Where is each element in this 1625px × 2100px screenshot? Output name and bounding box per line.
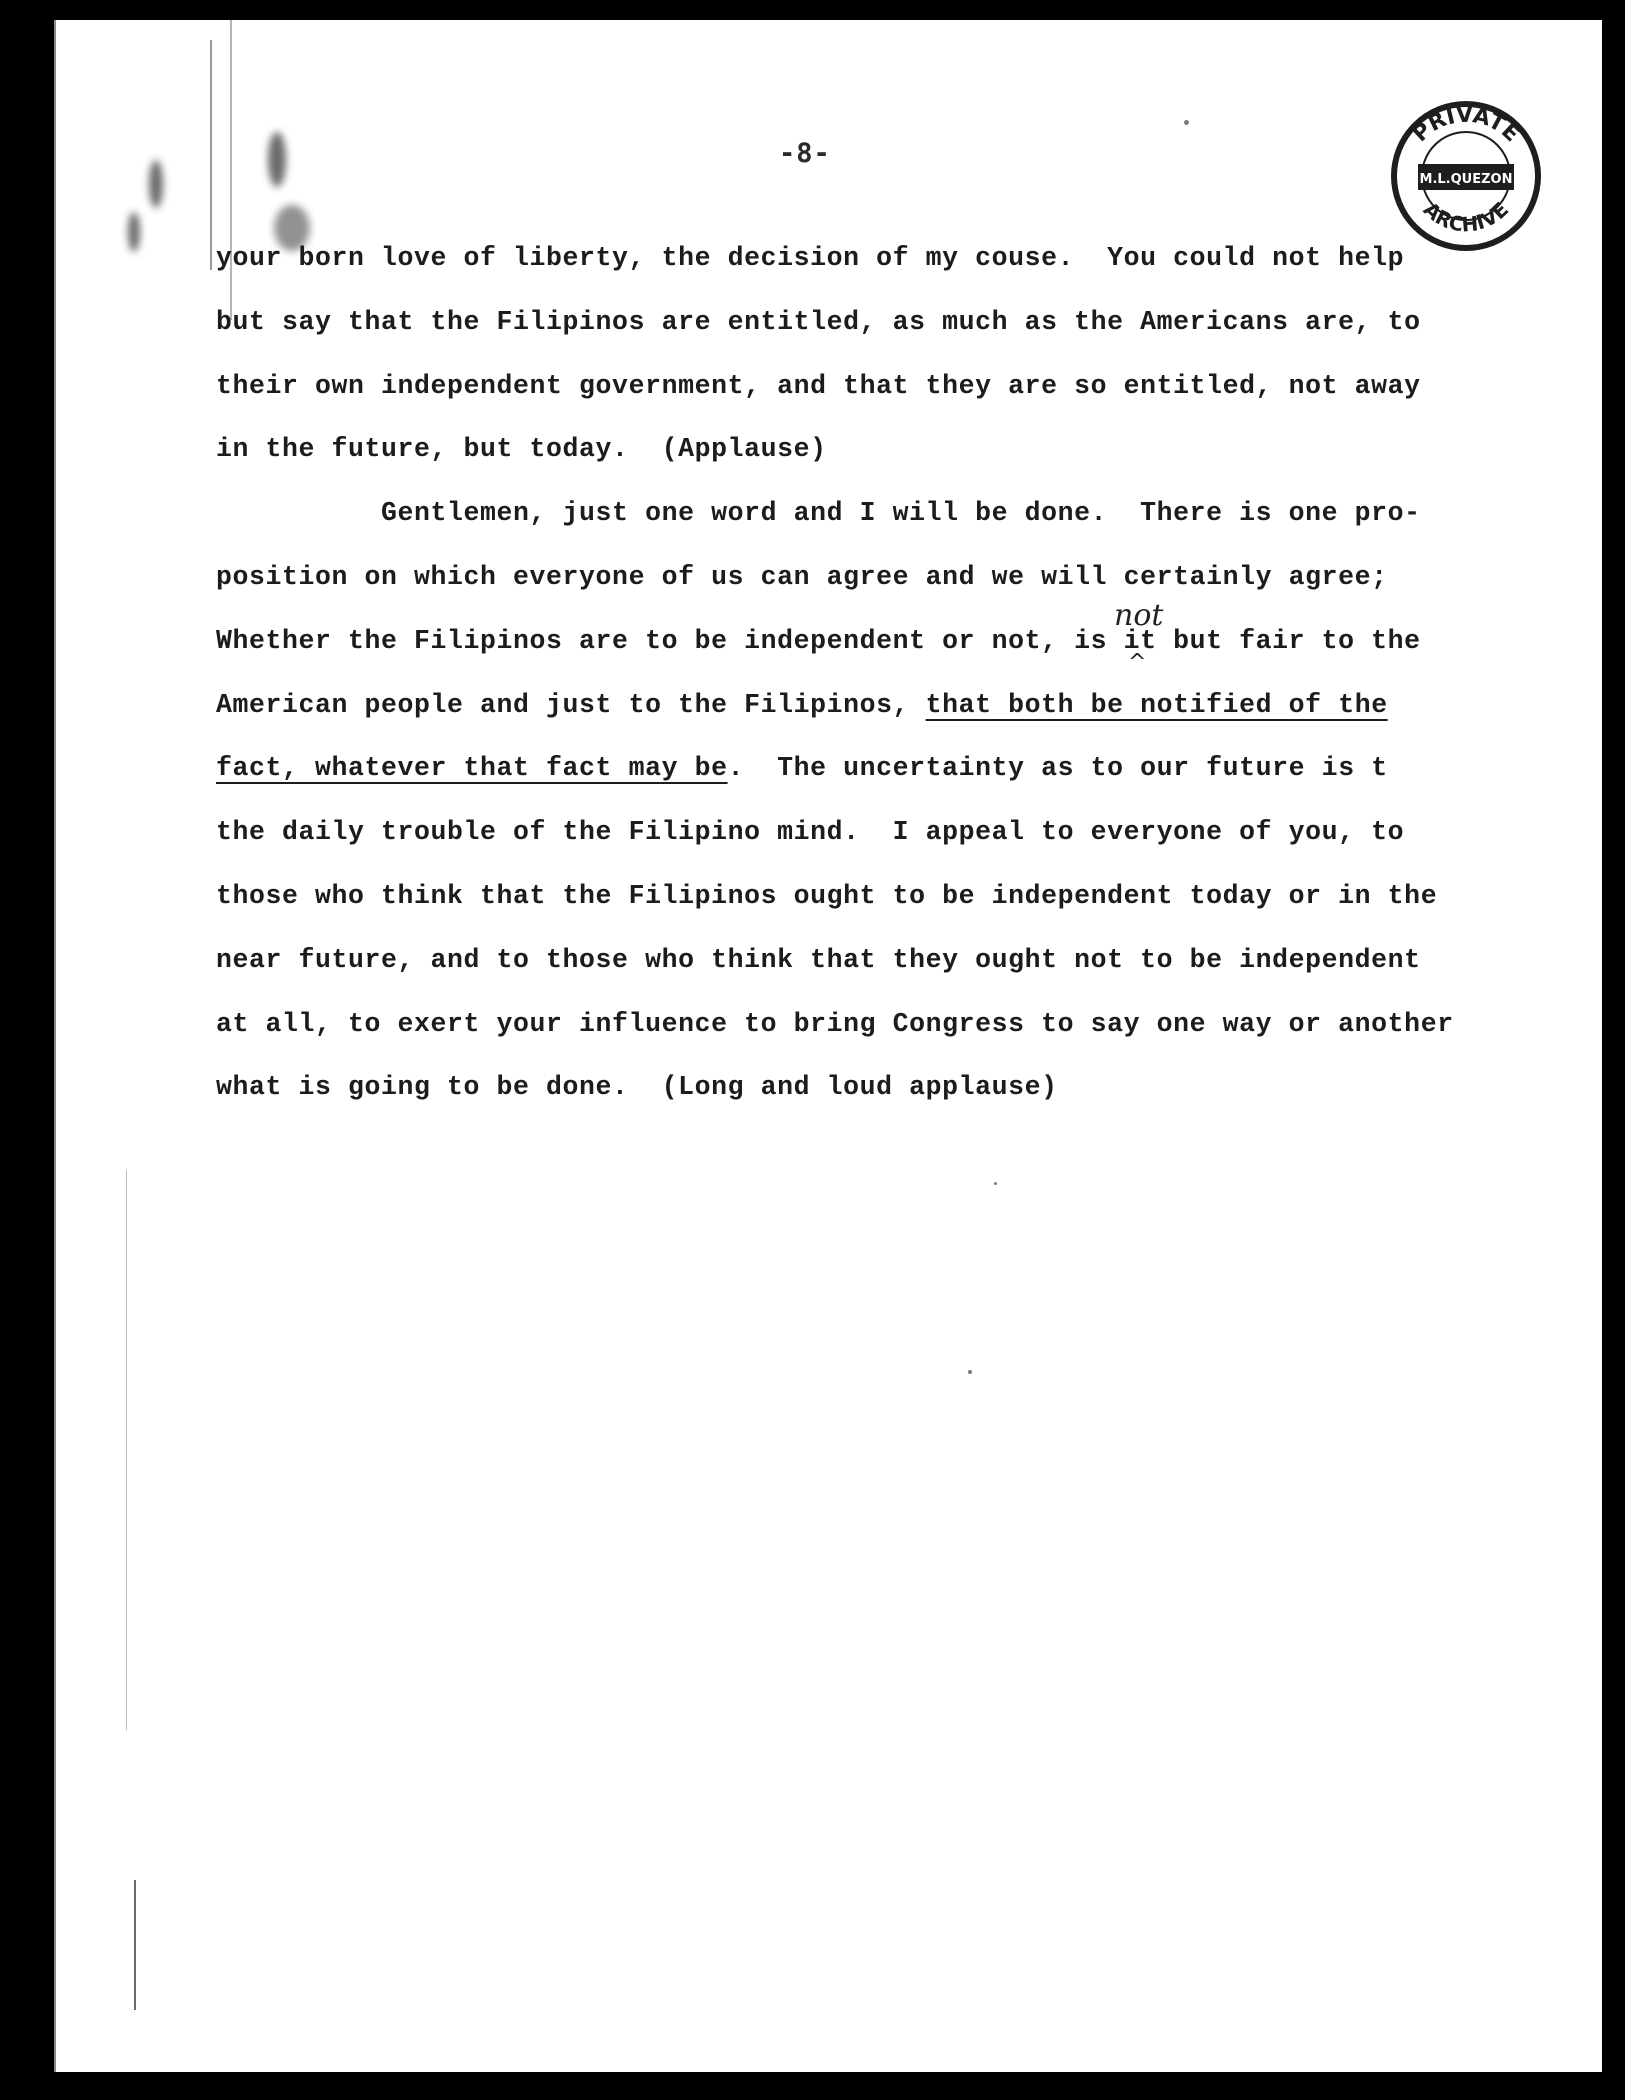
stamp-bottom-text: ARCHIVE (1418, 197, 1514, 237)
text-segment: your born love of liberty, the decision of my couse. You could not help (216, 243, 1405, 273)
paper-speck (994, 1182, 997, 1185)
paper-speck (1184, 120, 1189, 125)
text-segment: what is going to be done. (Long and loud applause) (216, 1072, 1058, 1103)
text-segment: position on which everyone of us can agree and we will certainly agree; (216, 561, 1388, 592)
text-line (216, 685, 1506, 749)
text-line (216, 748, 1506, 812)
handwritten-insertion: not (1114, 598, 1164, 633)
text-segment: the daily trouble of the Filipino mind. I appeal to everyone of you, to (216, 817, 1405, 848)
underlined-text: that both be notified of the (925, 689, 1388, 720)
text-line (216, 621, 1506, 685)
paper-speck (968, 1370, 972, 1374)
underlined-text: fact, whatever that fact may be (216, 753, 728, 784)
stamp-middle-text: M.L.QUEZON (1419, 172, 1513, 187)
text-line (216, 493, 1506, 557)
document-page (54, 20, 1602, 2072)
text-line (216, 1067, 1506, 1131)
stamp-top-text: PRIVATE (1407, 102, 1525, 148)
text-segment: those who think that the Filipinos ought to be independent today or in the (216, 880, 1438, 911)
text-line (216, 238, 1506, 302)
ink-smudge (149, 160, 163, 208)
text-line (216, 557, 1506, 621)
text-line (216, 812, 1506, 876)
text-segment: Gentlemen, just one word and I will be done. There is one pro- (216, 498, 1421, 529)
ink-smudge (268, 132, 286, 187)
text-segment: their own independent government, and that they are so entitled, not away (216, 370, 1421, 401)
text-segment: at all, to exert your influence to bring Congress to say one way or another (216, 1008, 1454, 1039)
text-line (216, 366, 1506, 430)
text-segment: in the future, but today. (Applause) (216, 434, 827, 465)
binding-crease (210, 40, 212, 270)
page-number: -8- (779, 138, 831, 169)
binding-crease (134, 1880, 136, 2010)
text-line (216, 1004, 1506, 1068)
text-line (216, 876, 1506, 940)
binding-crease (126, 1170, 127, 1730)
paragraph (216, 493, 1506, 1131)
text-line (216, 429, 1506, 493)
insertion-caret: ^ (1128, 650, 1147, 675)
typed-body-text (216, 238, 1506, 1131)
text-line (216, 940, 1506, 1004)
paragraph (216, 238, 1506, 493)
ink-smudge (128, 212, 140, 252)
text-segment: American people and just to the Filipinos, (216, 689, 926, 720)
page-left-edge (54, 20, 70, 2072)
text-segment: . The uncertainty as to our future is t (727, 753, 1388, 784)
text-segment: Whether the Filipinos are to be independent or not, is it but fair to the (216, 625, 1421, 656)
archive-stamp (1388, 98, 1544, 254)
text-line (216, 302, 1506, 366)
text-segment: but say that the Filipinos are entitled, as much as the Americans are, to (216, 306, 1421, 337)
text-segment: near future, and to those who think that they ought not to be independent (216, 944, 1421, 975)
